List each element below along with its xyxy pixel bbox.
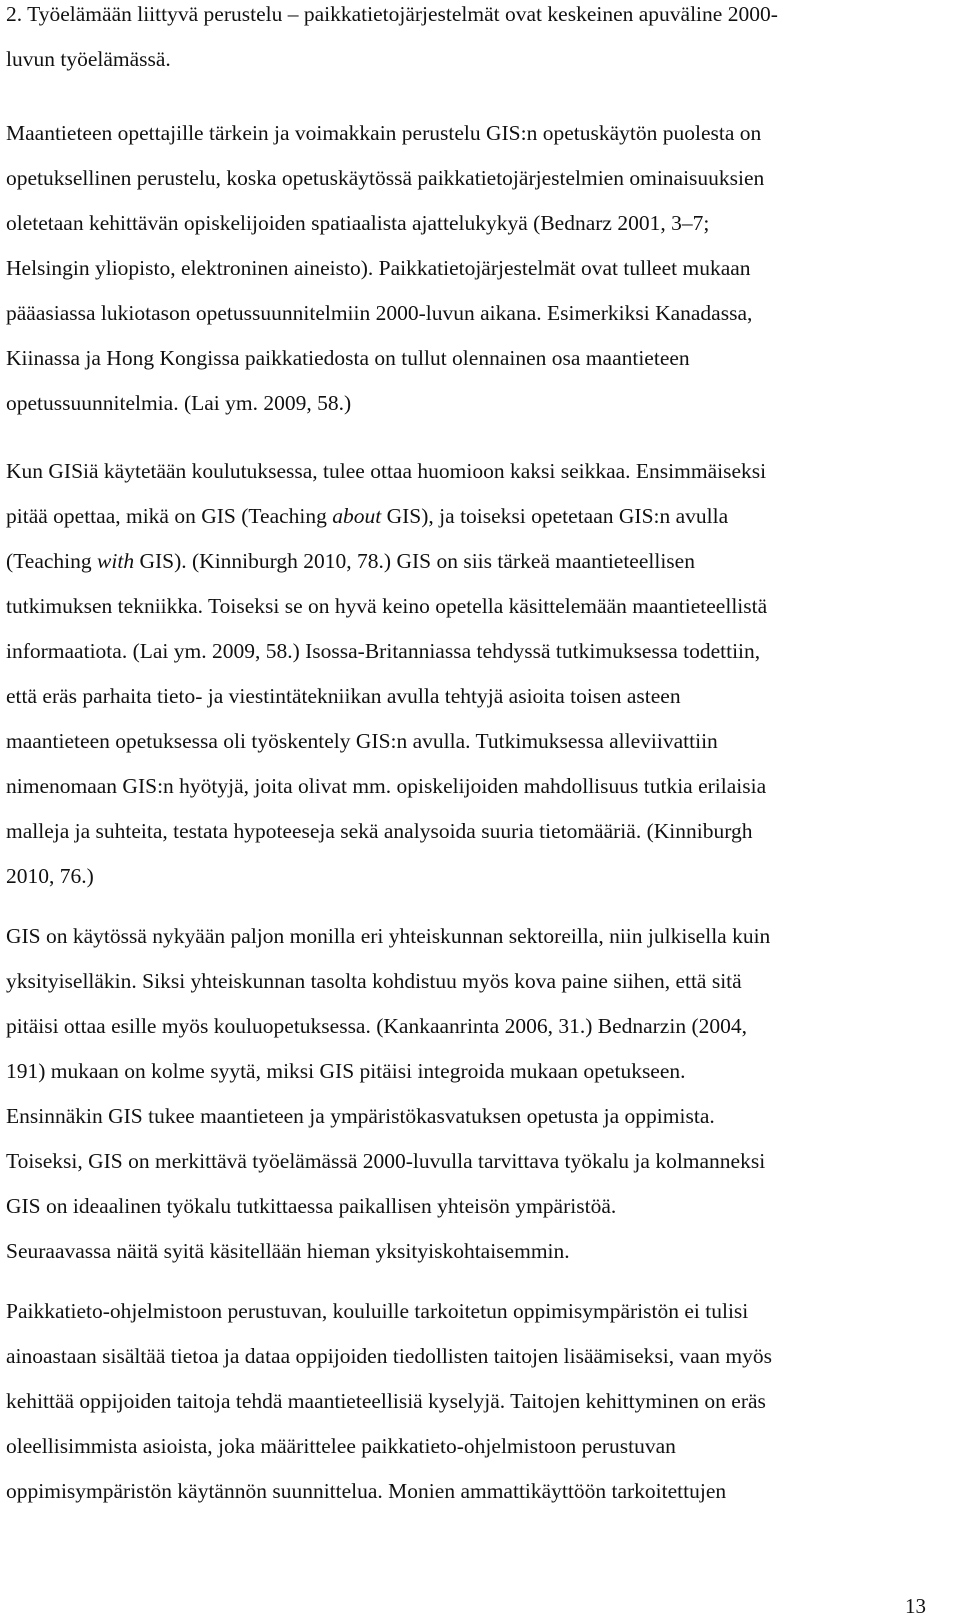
text-line: pitää opettaa, mikä on GIS (Teaching about GIS), ja toiseksi opetetaan GIS:n avulla: [6, 504, 729, 528]
text-line: Kun GISiä käytetään koulutuksessa, tulee ottaa huomioon kaksi seikkaa. Ensimmäiseksi: [6, 459, 767, 483]
paragraph-2: [6, 111, 936, 426]
text-line: Toiseksi, GIS on merkittävä työelämässä 2000-luvulla tarvittava työkalu ja kolmanneksi: [6, 1149, 766, 1173]
italic-term: with: [97, 549, 135, 573]
text-line: 191) mukaan on kolme syytä, miksi GIS pitäisi integroida mukaan opetukseen.: [6, 1059, 686, 1083]
text-line: informaatiota. (Lai ym. 2009, 58.) Isossa-Britanniassa tehdyssä tutkimuksessa todettiin,: [6, 639, 761, 663]
text-line: Kiinassa ja Hong Kongissa paikkatiedosta on tullut olennainen osa maantieteen: [6, 346, 690, 370]
text-line: 2010, 76.): [6, 864, 94, 888]
text-line: yksityiselläkin. Siksi yhteiskunnan tasolta kohdistuu myös kova paine siihen, että sitä: [6, 969, 742, 993]
text-line: GIS on käytössä nykyään paljon monilla eri yhteiskunnan sektoreilla, niin julkisella kuin: [6, 924, 771, 948]
text-line: pääasiassa lukiotason opetussuunnitelmiin 2000-luvun aikana. Esimerkiksi Kanadassa,: [6, 301, 753, 325]
paragraph-4: [6, 914, 936, 1274]
text-line: tutkimuksen tekniikka. Toiseksi se on hyvä keino opetella käsittelemään maantieteellistä: [6, 594, 768, 618]
text-line: luvun työelämässä.: [6, 47, 171, 71]
text-line: Paikkatieto-ohjelmistoon perustuvan, kouluille tarkoitetun oppimisympäristön ei tulisi: [6, 1299, 749, 1323]
text-line: 2. Työelämään liittyvä perustelu – paikkatietojärjestelmät ovat keskeinen apuväline 2000-: [6, 2, 778, 26]
text-line: oletetaan kehittävän opiskelijoiden spatiaalista ajattelukykyä (Bednarz 2001, 3–7;: [6, 211, 710, 235]
text-line: ainoastaan sisältää tietoa ja dataa oppijoiden tiedollisten taitojen lisäämiseksi, vaan myös: [6, 1344, 773, 1368]
text-line: kehittää oppijoiden taitoja tehdä maantieteellisiä kyselyjä. Taitojen kehittyminen on eräs: [6, 1389, 766, 1413]
text-line: opetuksellinen perustelu, koska opetuskäytössä paikkatietojärjestelmien ominaisuuksien: [6, 166, 765, 190]
text-line: Maantieteen opettajille tärkein ja voimakkain perustelu GIS:n opetuskäytön puolesta on: [6, 121, 762, 145]
italic-term: about: [332, 504, 382, 528]
text-line: GIS on ideaalinen työkalu tutkittaessa paikallisen yhteisön ympäristöä.: [6, 1194, 617, 1218]
text-line: maantieteen opetuksessa oli työskentely GIS:n avulla. Tutkimuksessa alleviivattiin: [6, 729, 718, 753]
text-line: Helsingin yliopisto, elektroninen aineisto). Paikkatietojärjestelmät ovat tulleet mukaan: [6, 256, 751, 280]
text-line: Ensinnäkin GIS tukee maantieteen ja ympäristökasvatuksen opetusta ja oppimista.: [6, 1104, 715, 1128]
page-number: 13: [905, 1594, 926, 1618]
paragraph-5: [6, 1289, 936, 1514]
text-line: oppimisympäristön käytännön suunnittelua. Monien ammattikäyttöön tarkoitettujen: [6, 1479, 727, 1503]
text-line: Seuraavassa näitä syitä käsitellään hieman yksityiskohtaisemmin.: [6, 1239, 570, 1263]
text-line: opetussuunnitelmia. (Lai ym. 2009, 58.): [6, 391, 352, 415]
text-line: nimenomaan GIS:n hyötyjä, joita olivat mm. opiskelijoiden mahdollisuus tutkia erilaisia: [6, 774, 767, 798]
text-line: että eräs parhaita tieto- ja viestintätekniikan avulla tehtyjä asioita toisen asteen: [6, 684, 681, 708]
text-line: pitäisi ottaa esille myös kouluopetuksessa. (Kankaanrinta 2006, 31.) Bednarzin (2004,: [6, 1014, 747, 1038]
paragraph-1: [6, 0, 936, 82]
text-line: oleellisimmista asioista, joka määrittelee paikkatieto-ohjelmistoon perustuvan: [6, 1434, 676, 1458]
text-line: malleja ja suhteita, testata hypoteeseja sekä analysoida suuria tietomääriä. (Kinniburgh: [6, 819, 753, 843]
paragraph-3: [6, 449, 936, 899]
text-line: (Teaching with GIS). (Kinniburgh 2010, 78.) GIS on siis tärkeä maantieteellisen: [6, 549, 695, 573]
